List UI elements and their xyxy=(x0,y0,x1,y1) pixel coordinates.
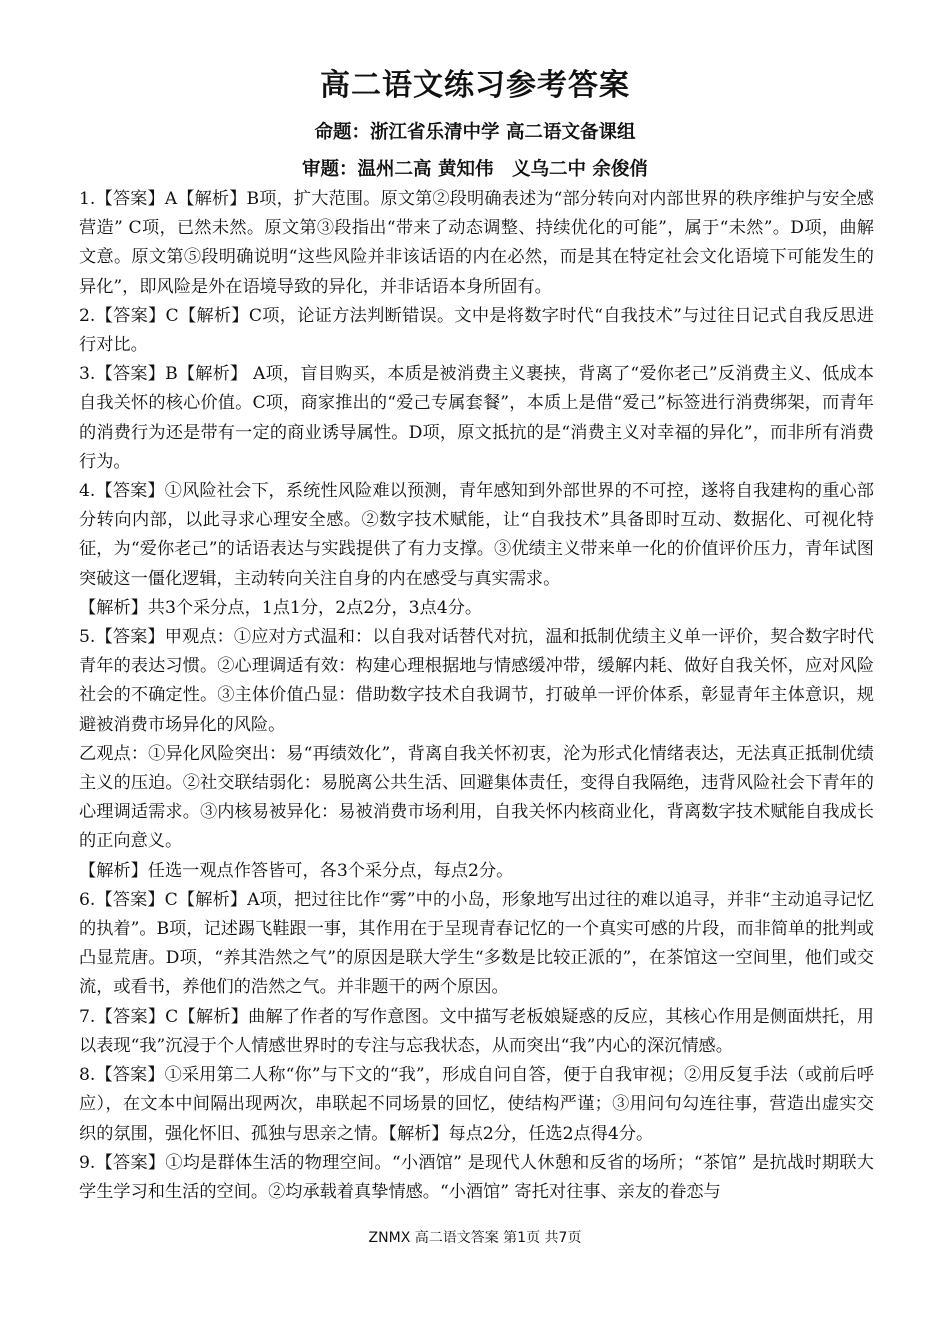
analysis-q5: 【解析】任选一观点作答皆可，各3个采分点，每点2分。 xyxy=(79,860,514,881)
answer-q4: 4.【答案】①风险社会下，系统性风险难以预测，青年感知到外部世界的不可控，遂将自我建构的重心部分转向内部，以此寻求心理安全感。②数字技术赋能，让“自我技术”具备即时互动、数据化、可视化特征，为“爱你老己”的话语表达与实践提供了有力支撑。③优绩主义带来单一化的价值评价压力，青年试图突破这一僵化逻辑，主动转向关注自身的内在感受与真实需求。 xyxy=(79,481,874,589)
reviewer-line: 审题：温州二高 黄知伟 义乌二中 余俊俏 xyxy=(302,159,648,180)
answer-q2: 2.【答案】C【解析】C项，论证方法判断错误。文中是将数字时代“自我技术”与过往日记式自我反思进行对比。 xyxy=(79,305,874,356)
answer-q5-view-b: 乙观点：①异化风险突出：易“再绩效化”，背离自我关怀初衷，沦为形式化情绪表达，无法真正抵制优绩主义的压迫。②社交联结弱化：易脱离公共生活、回避集体责任，变得自我隔绝，违背风险社会下青年的心理调适需求。③内核易被异化：易被消费市场利用，自我关怀内核商业化，背离数字技术赋能自我成长的正向意义。 xyxy=(79,743,874,852)
analysis-q4: 【解析】共3个采分点，1点1分，2点2分，3点4分。 xyxy=(79,597,483,618)
answer-q1: 1.【答案】A【解析】B项，扩大范围。原文第②段明确表述为“部分转向对内部世界的秩序维护与安全感营造” C项，已然未然。原文第③段指出“带来了动态调整、持续优化的可能”，属于“未然”。D项，曲解文意。原文第⑤段明确说明“这些风险并非该话语的内在必然，而是其在特定社会文化语境下可能发生的异化”，即风险是外在语境导致的异化，并非话语本身所固有。 xyxy=(79,189,874,297)
answer-q8: 8.【答案】①采用第二人称“你”与下文的“我”，形成自问自答，便于自我审视；②用反复手法（或前后呼应），在文本中间隔出现两次，串联起不同场景的回忆，使结构严谨；③用问句勾连往事，营造出虚实交织的氛围，强化怀旧、孤独与思亲之情。【解析】每点2分，任选2点得4分。 xyxy=(79,1065,874,1144)
page-title: 高二语文练习参考答案 xyxy=(320,68,630,103)
answer-q6: 6.【答案】C【解析】A项，把过往比作“雾”中的小岛，形象地写出过往的难以追寻，并非“主动追寻记忆的执着”。B项，记述踢飞鞋跟一事，其作用在于呈现青春记忆的一个真实可感的片段，而非简单的批判或凸显荒唐。D项，“养其浩然之气”的原因是联大学生“多数是比较正派的”，在茶馆这一空间里，他们或交流，或看书，养他们的浩然之气。并非题干的两个原因。 xyxy=(79,889,874,998)
page-footer: ZNMX 高二语文答案 第1页 共7页 xyxy=(368,1230,582,1246)
answer-q9: 9.【答案】①均是群体生活的物理空间。“小酒馆” 是现代人休憩和反省的场所；“茶馆” 是抗战时期联大学生学习和生活的空间。②均承载着真挚情感。“小酒馆” 寄托对往事、亲友的眷恋与 xyxy=(79,1152,874,1202)
answer-q7: 7.【答案】C【解析】曲解了作者的写作意图。文中描写老板娘疑惑的反应，其核心作用是侧面烘托，用以表现“我”沉浸于个人情感世界时的专注与忘我状态，从而突出“我”内心的深沉情感。 xyxy=(79,1006,874,1056)
answer-body xyxy=(79,185,874,1207)
answer-q3: 3.【答案】B【解析】 A项，盲目购买，本质是被消费主义裹挟，背离了“爱你老己”反消费主义、低成本自我关怀的核心价值。C项，商家推出的“爱己专属套餐”，本质上是借“爱己”标签进行消费绑架，而青年的消费行为还是带有一定的商业诱导属性。D项，原文抵抗的是“消费主义对幸福的异化”，而非所有消费行为。 xyxy=(79,364,874,472)
author-line: 命题：浙江省乐清中学 高二语文备课组 xyxy=(314,122,636,143)
answer-q5-view-a: 5.【答案】甲观点：①应对方式温和：以自我对话替代对抗，温和抵制优绩主义单一评价，契合数字时代青年的表达习惯。②心理调适有效：构建心理根据地与情感缓冲带，缓解内耗、做好自我关怀，应对风险社会的不确定性。③主体价值凸显：借助数字技术自我调节，打破单一评价体系，彰显青年主体意识，规避被消费市场异化的风险。 xyxy=(79,627,874,735)
